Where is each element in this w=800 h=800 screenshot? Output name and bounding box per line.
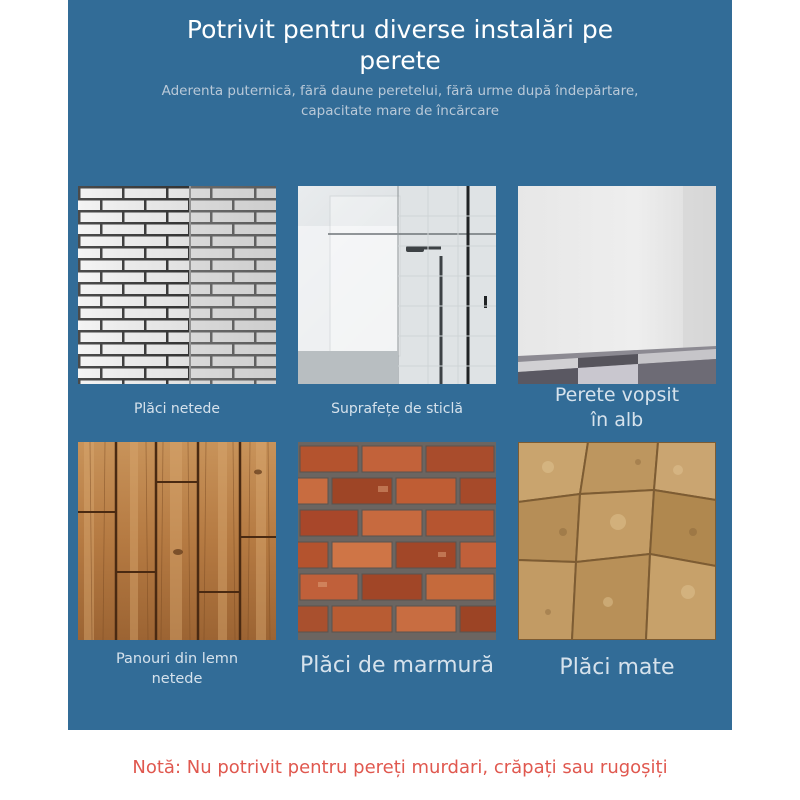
brick-wall-image (298, 442, 496, 640)
warning-note: Notă: Nu potrivit pentru pereți murdari, crăpați sau rugoșiți (132, 757, 668, 778)
matte-stone-image (518, 442, 716, 640)
tile-label-5: Plăci de marmură (299, 653, 495, 678)
tile-label-3: Perete vopsit în alb (554, 384, 680, 431)
painted-wall-image (518, 186, 716, 384)
tile-label-6: Plăci mate (559, 655, 675, 680)
tile-label-4: Panouri din lemn netede (115, 651, 239, 687)
tile-label-2: Suprafețe de sticlă (331, 401, 463, 417)
page-title (68, 14, 732, 76)
subtitle-line-2: capacitate mare de încărcare (300, 103, 500, 119)
white-tiles-image (78, 186, 276, 384)
tile-label-1: Plăci netede (133, 401, 221, 417)
wood-panel-image (78, 442, 276, 640)
title-line-2: perete (359, 46, 441, 75)
subtitle-line-1: Aderenta puternică, fără daune peretelui, fără urme după îndepărtare, (161, 83, 639, 99)
page-subtitle (68, 81, 732, 121)
title-line-1: Potrivit pentru diverse instalări pe (186, 15, 614, 44)
glass-surface-image (298, 186, 496, 384)
